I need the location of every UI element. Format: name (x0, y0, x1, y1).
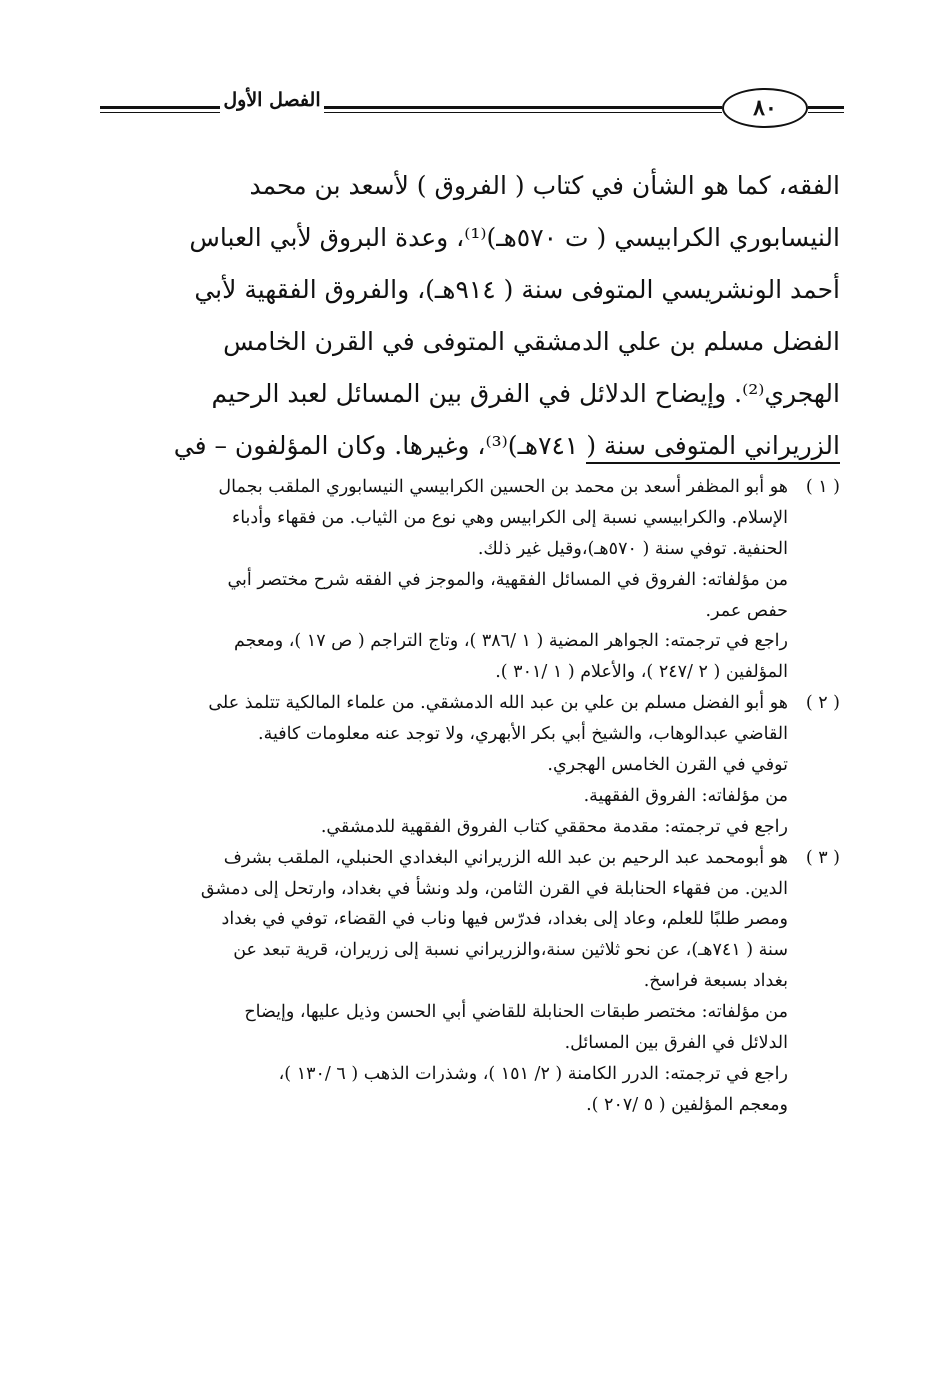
footnote-text: هو أبو المظفر أسعد بن محمد بن الحسين الكرابيسي النيسابوري الملقب بجمال (218, 477, 788, 497)
footnote-line: الدلائل في الفرق بين المسائل. (564, 1033, 788, 1054)
header-rule (324, 106, 722, 109)
text-line: أحمد الونشريسي المتوفى سنة ( ٩١٤هـ)، والفروق الفقهية لأبي (194, 275, 840, 304)
text-line: الهجري⁽²⁾. وإيضاح الدلائل في الفرق بين المسائل لعبد الرحيم (211, 379, 840, 408)
header-rule (100, 106, 220, 109)
page-number: ٨٠ (722, 88, 808, 128)
chapter-title: الفصل الأول (223, 89, 321, 111)
footnote-line: ومصر طلبًا للعلم، وعاد إلى بغداد، فدرّس فيها وناب في القضاء، توفي في بغداد (221, 909, 788, 930)
footnote-line (92, 688, 840, 719)
header-rule (100, 112, 220, 113)
footnote-line: توفي في القرن الخامس الهجري. (547, 755, 788, 776)
footnote-line (92, 472, 840, 503)
footnote-line: حفص عمر. (705, 600, 788, 621)
text-line: الفضل مسلم بن علي الدمشقي المتوفى في القرن الخامس (223, 327, 840, 356)
footnote-line: الإسلام. والكرابيسي نسبة إلى الكرابيس وهي نوع من الثياب. من فقهاء وأدباء (232, 507, 788, 528)
text-line: الفقه، كما هو الشأن في كتاب ( الفروق ) لأسعد بن محمد (249, 171, 840, 200)
footnote-line: سنة ( ٧٤١هـ)، عن نحو ثلاثين سنة،والزريراني نسبة إلى زريران، قرية تبعد عن (233, 940, 788, 961)
footnote-line: راجع في ترجمته: مقدمة محققي كتاب الفروق الفقهية للدمشقي. (320, 816, 788, 837)
header-rule (324, 112, 722, 113)
footnote-line: القاضي عبدالوهاب، والشيخ أبي بكر الأبهري، ولا توجد عنه معلومات كافية. (258, 724, 788, 745)
footnote-marker: ( ٣ ) (805, 847, 840, 868)
footnote-line: من مؤلفاته: مختصر طبقات الحنابلة للقاضي أبي الحسن وذيل عليها، وإيضاح (244, 1002, 788, 1023)
footnote-line: راجع في ترجمته: الدرر الكامنة ( ٢/ ١٥١ )، وشذرات الذهب ( ٦ /١٣٠ )، (278, 1063, 788, 1084)
footnote-line: الحنفية. توفي سنة ( ٥٧٠هـ)،وقيل غير ذلك. (477, 538, 788, 559)
footnote-line: الدين. من فقهاء الحنابلة في القرن الثامن، ولد ونشأ في بغداد، وارتحل إلى دمشق (200, 878, 788, 899)
footnote-line (92, 843, 840, 874)
footnote-line: ومعجم المؤلفين ( ٥ /٢٠٧ ). (586, 1094, 788, 1115)
footnote-line: بغداد بسبعة فراسخ. (643, 971, 788, 992)
page-header (92, 84, 844, 144)
header-rule (808, 106, 844, 109)
text-line: النيسابوري الكرابيسي ( ت ٥٧٠هـ)⁽¹⁾، وعدة البروق لأبي العباس (189, 223, 840, 252)
main-text (92, 160, 840, 472)
footnote-line: المؤلفين ( ٢ /٢٤٧ )، والأعلام ( ١ /٣٠١ ). (495, 662, 788, 683)
footnote-line: من مؤلفاته: الفروق في المسائل الفقهية، والموجز في الفقه شرح مختصر أبي (227, 569, 788, 590)
footnote-line: راجع في ترجمته: الجواهر المضية ( ١ /٣٨٦ )، وتاج التراجم ( ص ١٧ )، ومعجم (233, 631, 788, 652)
header-rule (808, 112, 844, 113)
footnote-line: من مؤلفاته: الفروق الفقهية. (583, 785, 788, 806)
text-line: الزريراني المتوفى سنة ( ٧٤١هـ)⁽³⁾، وغيرها. وكان المؤلفون – في (173, 431, 840, 460)
footnote-marker: ( ١ ) (805, 477, 840, 497)
footnote-text: هو أبو الفضل مسلم بن علي بن عبد الله الدمشقي. من علماء المالكية تتلمذ على (208, 693, 788, 714)
footnotes (92, 472, 840, 1121)
footnote-marker: ( ٢ ) (805, 693, 840, 714)
footnote-divider (586, 462, 840, 464)
footnote-text: هو أبومحمد عبد الرحيم بن عبد الله الزريراني البغدادي الحنبلي، الملقب بشرف (223, 847, 788, 868)
